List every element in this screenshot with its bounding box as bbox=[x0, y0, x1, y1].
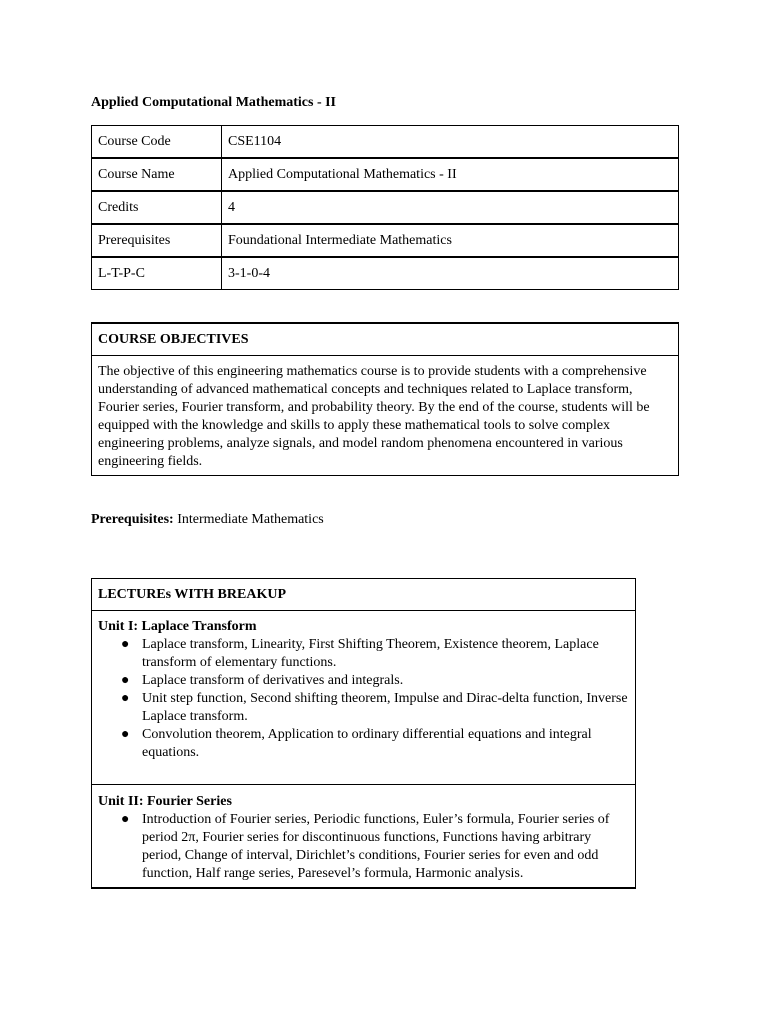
prerequisites-label: Prerequisites bbox=[92, 224, 222, 257]
list-item bbox=[98, 811, 629, 883]
course-name-value: Applied Computational Mathematics - II bbox=[222, 158, 679, 191]
bullet-icon: ● bbox=[121, 691, 130, 706]
list-item-text: Laplace transform of derivatives and integrals. bbox=[142, 673, 404, 688]
unit-2-list bbox=[98, 811, 629, 883]
document-title: Applied Computational Mathematics - II bbox=[91, 95, 337, 110]
ltpc-value: 3-1-0-4 bbox=[222, 257, 679, 290]
prerequisites-line bbox=[91, 511, 324, 529]
course-objectives-heading: COURSE OBJECTIVES bbox=[92, 323, 679, 356]
table-row bbox=[92, 126, 679, 159]
credits-label: Credits bbox=[92, 191, 222, 224]
table-row bbox=[92, 257, 679, 290]
list-item-text: Introduction of Fourier series, Periodic functions, Euler’s formula, Fourier series of period 2π, Fourier series for discontinuous functions, Functions having arbitrary period, Change of interval, Dirichlet’s conditions, Fourier series for even and odd function, Half range series, Paresevel’s formula, Harmonic analysis. bbox=[142, 812, 610, 881]
unit-1-cell bbox=[92, 611, 636, 785]
table-row bbox=[92, 224, 679, 257]
list-item bbox=[98, 636, 629, 672]
unit-1-title: Unit I: Laplace Transform bbox=[98, 619, 257, 634]
course-code-label: Course Code bbox=[92, 126, 222, 159]
prerequisites-line-value: Intermediate Mathematics bbox=[177, 512, 324, 527]
list-item-text: Laplace transform, Linearity, First Shifting Theorem, Existence theorem, Laplace transform of elementary functions. bbox=[142, 637, 599, 670]
lectures-table bbox=[91, 578, 636, 889]
lectures-heading: LECTUREs WITH BREAKUP bbox=[92, 579, 636, 611]
prerequisites-value: Foundational Intermediate Mathematics bbox=[222, 224, 679, 257]
bullet-icon: ● bbox=[121, 727, 130, 742]
unit-2-title: Unit II: Fourier Series bbox=[98, 794, 232, 809]
ltpc-label: L-T-P-C bbox=[92, 257, 222, 290]
table-row bbox=[92, 158, 679, 191]
list-item bbox=[98, 726, 629, 762]
course-info-table bbox=[91, 125, 679, 290]
list-item bbox=[98, 690, 629, 726]
course-name-label: Course Name bbox=[92, 158, 222, 191]
course-code-value: CSE1104 bbox=[222, 126, 679, 159]
bullet-icon: ● bbox=[121, 673, 130, 688]
course-objectives-table bbox=[91, 322, 679, 476]
list-item bbox=[98, 672, 629, 690]
prerequisites-line-label: Prerequisites: bbox=[91, 512, 174, 527]
course-objectives-text: The objective of this engineering mathematics course is to provide students with a comprehensive understanding of advanced mathematical concepts and techniques related to Laplace transform, Fourier series, Fourier transform, and probability theory. By the end of the course, students will be equipped with the knowledge and skills to apply these mathematical tools to solve complex engineering problems, analyze signals, and model random phenomena encountered in various engineering fields. bbox=[92, 356, 679, 476]
table-row bbox=[92, 191, 679, 224]
credits-value: 4 bbox=[222, 191, 679, 224]
list-item-text: Unit step function, Second shifting theorem, Impulse and Dirac-delta function, Inverse Laplace transform. bbox=[142, 691, 628, 724]
unit-2-cell bbox=[92, 785, 636, 889]
bullet-icon: ● bbox=[121, 637, 130, 652]
unit-1-list bbox=[98, 636, 629, 762]
list-item-text: Convolution theorem, Application to ordinary differential equations and integral equations. bbox=[142, 727, 592, 760]
bullet-icon: ● bbox=[121, 812, 130, 827]
